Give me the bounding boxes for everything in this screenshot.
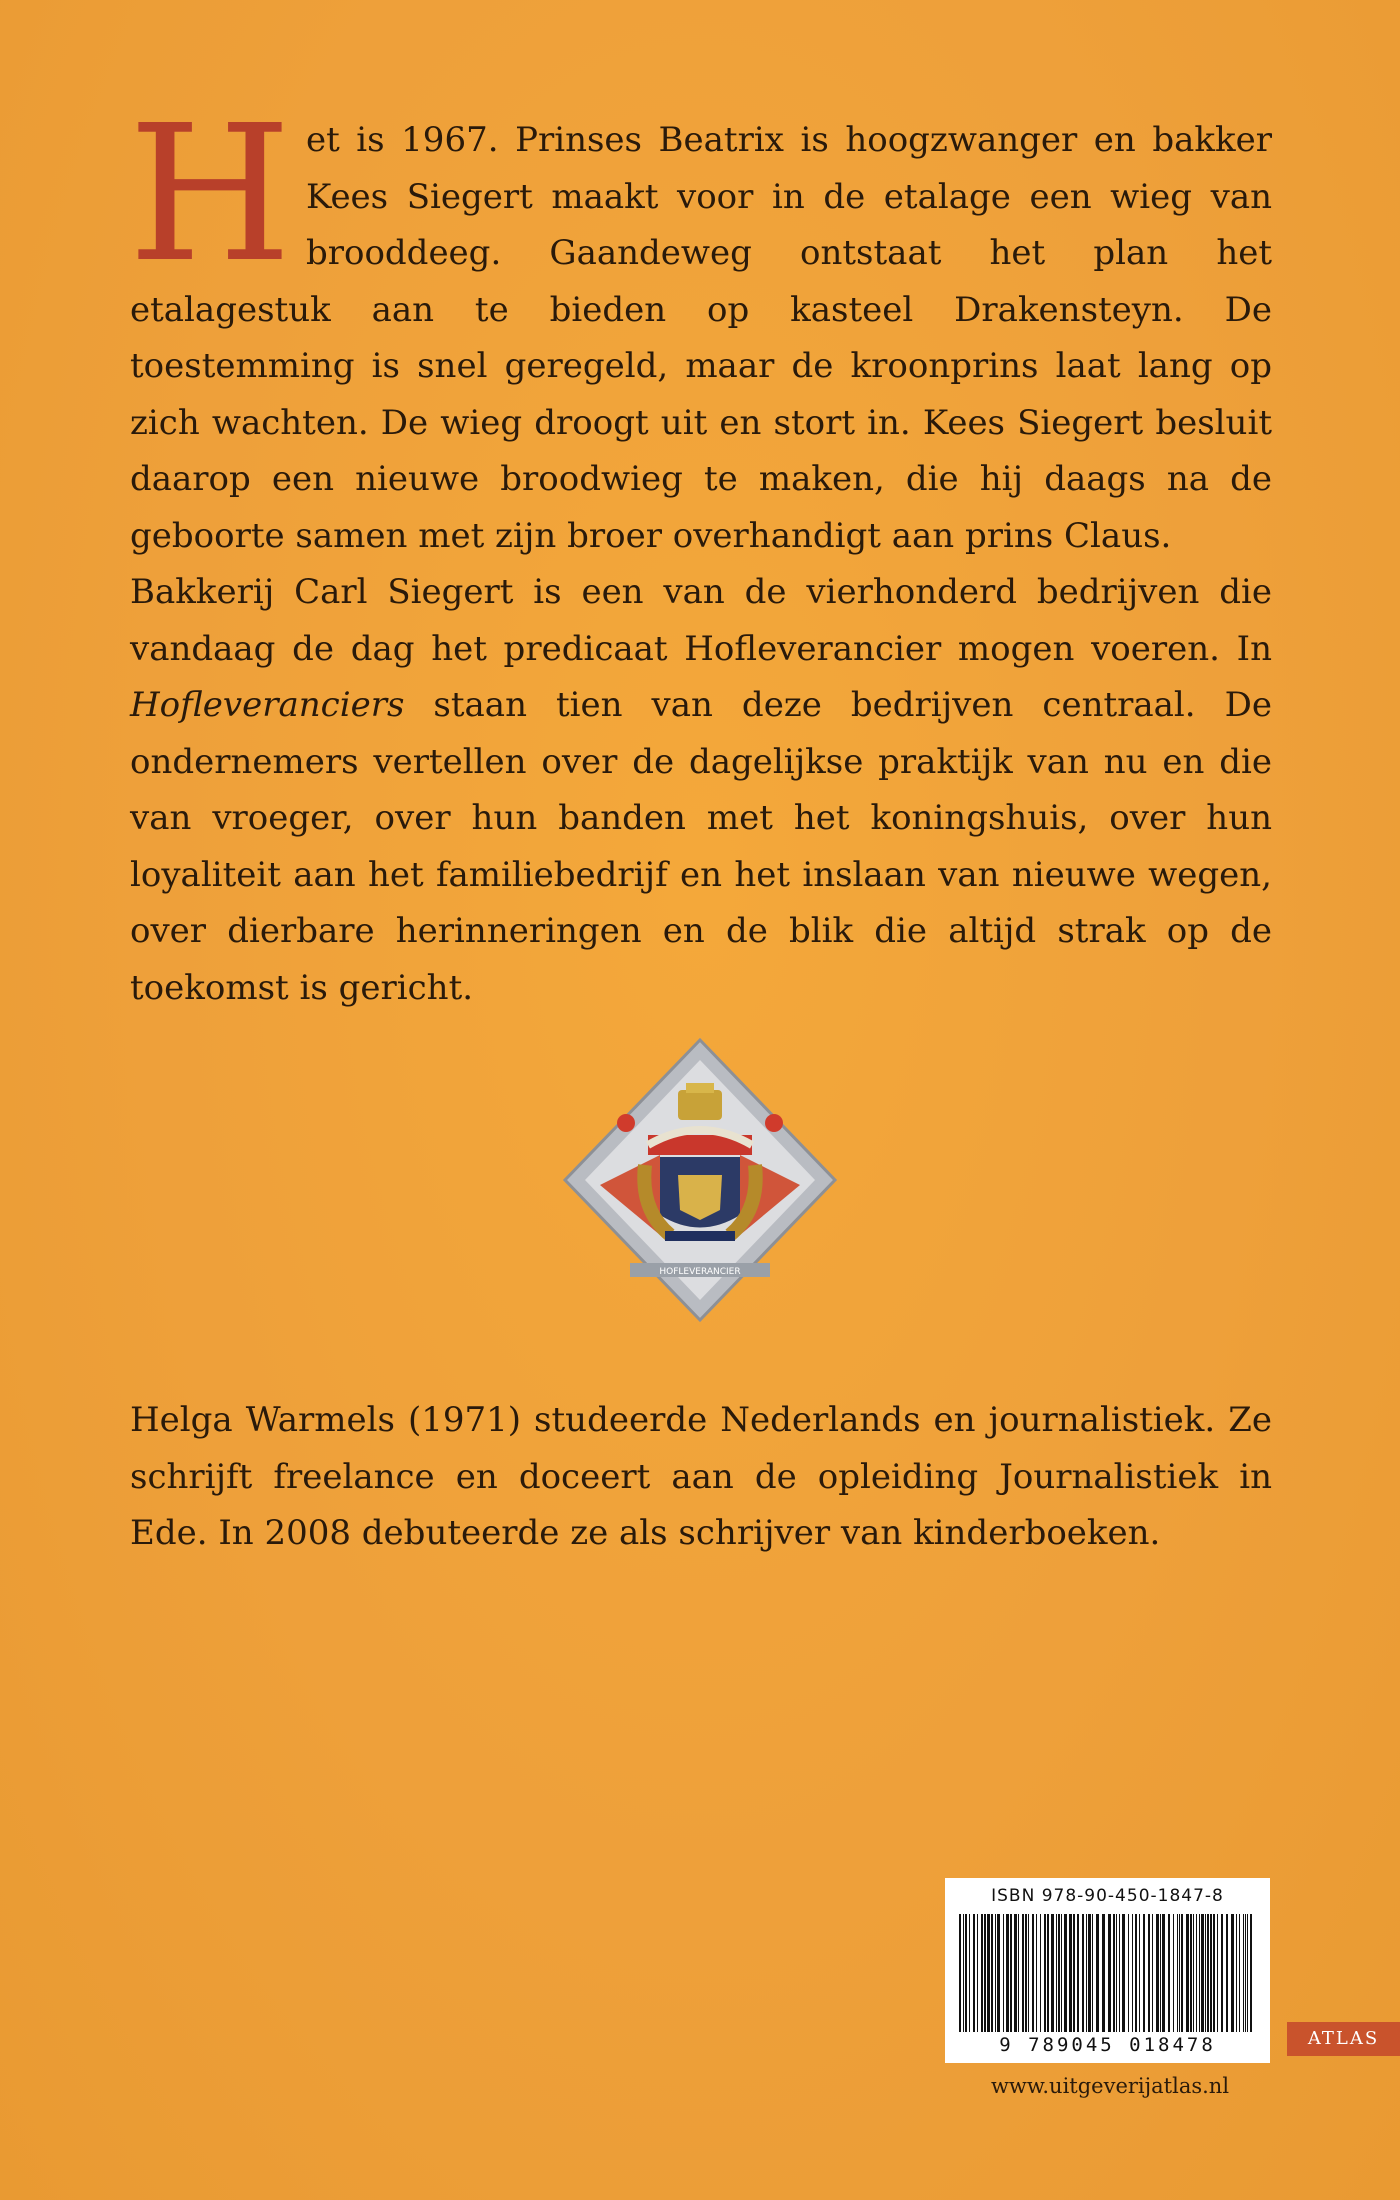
barcode-bar xyxy=(1040,1914,1041,2032)
barcode-bar xyxy=(1177,1914,1178,2032)
barcode-bar xyxy=(1102,1914,1105,2032)
barcode-bar xyxy=(1036,1914,1037,2032)
barcode-bar xyxy=(1205,1914,1206,2032)
barcode-bar xyxy=(1028,1914,1029,2032)
barcode-bar xyxy=(1193,1914,1194,2032)
barcode-bar xyxy=(1014,1914,1017,2032)
blurb-paragraph-1-text: et is 1967. Prinses Beatrix is hoogzwanger en bakker Kees Siegert maakt voor in de etalage een wieg van brooddeeg. Gaandeweg ontstaat het plan het etalagestuk aan te bieden op kasteel Drakensteyn. De toestemming is snel geregeld, maar de kroonprins laat lang op zich wachten. De wieg droogt uit en stort in. Kees Siegert besluit daarop een nieuwe broodwieg te maken, die hij daags na de geboorte samen met zijn broer overhandigt aan prins Claus. xyxy=(130,120,1272,556)
barcode-bar xyxy=(965,1914,967,2032)
barcode-bar xyxy=(1119,1914,1120,2032)
barcode-bar xyxy=(1160,1914,1161,2032)
barcode-bar xyxy=(1201,1914,1204,2032)
barcode-bar xyxy=(1069,1914,1072,2032)
barcode-bar xyxy=(1058,1914,1060,2032)
barcode-bar xyxy=(1056,1914,1057,2032)
barcode-bar xyxy=(1143,1914,1145,2032)
barcode-bar xyxy=(1044,1914,1046,2032)
barcode-bar xyxy=(1032,1914,1034,2032)
barcode-bar xyxy=(1213,1914,1215,2032)
barcode-bar xyxy=(981,1914,983,2032)
barcode-bar xyxy=(997,1914,1000,2032)
barcode-bar xyxy=(984,1914,986,2032)
barcode-bar xyxy=(1077,1914,1079,2032)
barcode-bar xyxy=(1245,1914,1246,2032)
barcode-bar xyxy=(977,1914,978,2032)
barcode-bar xyxy=(1173,1914,1174,2032)
blurb-paragraph-1 xyxy=(128,85,1272,564)
barcode-bar xyxy=(1051,1914,1054,2032)
barcode-bar xyxy=(1003,1914,1004,2032)
book-title-italic: Hofleveranciers xyxy=(130,685,405,725)
barcode-bar xyxy=(1073,1914,1075,2032)
barcode-bar xyxy=(1152,1914,1153,2032)
isbn-barcode xyxy=(945,1878,1270,2063)
barcode-bar xyxy=(1139,1914,1140,2032)
barcode-bar xyxy=(1239,1914,1240,2032)
barcode-bar xyxy=(1196,1914,1197,2032)
royal-warrant-emblem-icon xyxy=(560,1035,840,1325)
barcode-bar xyxy=(1181,1914,1183,2032)
barcode-bar xyxy=(963,1914,964,2032)
barcode-bar xyxy=(1113,1914,1115,2032)
barcode-bar xyxy=(1217,1914,1218,2032)
barcode-bar xyxy=(1092,1914,1093,2032)
barcode-bar xyxy=(1022,1914,1024,2032)
barcode-bar xyxy=(1199,1914,1200,2032)
barcode-bar xyxy=(1179,1914,1180,2032)
barcode-bar xyxy=(1061,1914,1062,2032)
barcode-bar xyxy=(1096,1914,1099,2032)
barcode-bar xyxy=(1132,1914,1133,2032)
blurb-paragraph-2 xyxy=(130,564,1272,1016)
barcode-bar xyxy=(1210,1914,1212,2032)
blurb-paragraph-2-start: Bakkerij Carl Siegert is een van de vierhonderd bedrijven die vandaag de dag het predicaat Hofleverancier mogen voeren. In xyxy=(130,572,1272,669)
barcode-bar xyxy=(1168,1914,1170,2032)
barcode-bar xyxy=(1018,1914,1019,2032)
barcode-bar xyxy=(1128,1914,1129,2032)
barcode-bars xyxy=(957,1914,1257,2032)
barcode-bar xyxy=(1108,1914,1111,2032)
barcode-bar xyxy=(1186,1914,1189,2032)
emblem-ribbon-text: HOFLEVERANCIER xyxy=(659,1267,741,1277)
barcode-bar xyxy=(1190,1914,1192,2032)
barcode-bar xyxy=(1162,1914,1165,2032)
barcode-bar xyxy=(1010,1914,1012,2032)
barcode-bar xyxy=(1135,1914,1137,2032)
barcode-bar xyxy=(1025,1914,1027,2032)
barcode-bar xyxy=(1226,1914,1228,2032)
isbn-label: ISBN 978-90-450-1847-8 xyxy=(991,1886,1224,1906)
blurb xyxy=(128,85,1272,1016)
barcode-bar xyxy=(1250,1914,1252,2032)
barcode-bar xyxy=(1247,1914,1248,2032)
blurb-paragraph-2-end: staan tien van deze bedrijven centraal. De ondernemers vertellen over de dagelijkse praktijk van nu en die van vroeger, over hun banden met het koningshuis, over hun loyaliteit aan het familiebedrijf en het inslaan van nieuwe wegen, over dierbare herinneringen en de blik die altijd strak op de toekomst is gericht. xyxy=(130,685,1272,1008)
barcode-bar xyxy=(995,1914,996,2032)
author-bio: Helga Warmels (1971) studeerde Nederlands en journalistiek. Ze schrijft freelance en doceert aan de opleiding Journalistiek in Ede. In 2008 debuteerde ze als schrijver van kinderboeken. xyxy=(130,1400,1272,1553)
barcode-bar xyxy=(959,1914,961,2032)
publisher-website: www.uitgeverijatlas.nl xyxy=(990,2074,1230,2098)
barcode-bar xyxy=(1148,1914,1150,2032)
barcode-bar xyxy=(1116,1914,1117,2032)
barcode-bar xyxy=(1231,1914,1234,2032)
barcode-bar xyxy=(1064,1914,1067,2032)
barcode-digits: 9 789045 018478 xyxy=(999,2034,1216,2056)
barcode-bar xyxy=(1086,1914,1087,2032)
barcode-bar xyxy=(1207,1914,1209,2032)
barcode-bar xyxy=(973,1914,975,2032)
drop-cap: H xyxy=(128,85,292,304)
barcode-bar xyxy=(1156,1914,1159,2032)
barcode-bar xyxy=(987,1914,990,2032)
barcode-bar xyxy=(1122,1914,1125,2032)
barcode-bar xyxy=(1047,1914,1049,2032)
barcode-bar xyxy=(1243,1914,1244,2032)
barcode-bar xyxy=(1236,1914,1237,2032)
barcode-bar xyxy=(1088,1914,1091,2032)
barcode-bar xyxy=(1082,1914,1084,2032)
barcode-bar xyxy=(1006,1914,1009,2032)
publisher-logo: ATLAS xyxy=(1287,2022,1400,2056)
barcode-bar xyxy=(991,1914,993,2032)
barcode-bar xyxy=(1221,1914,1223,2032)
barcode-bar xyxy=(969,1914,970,2032)
